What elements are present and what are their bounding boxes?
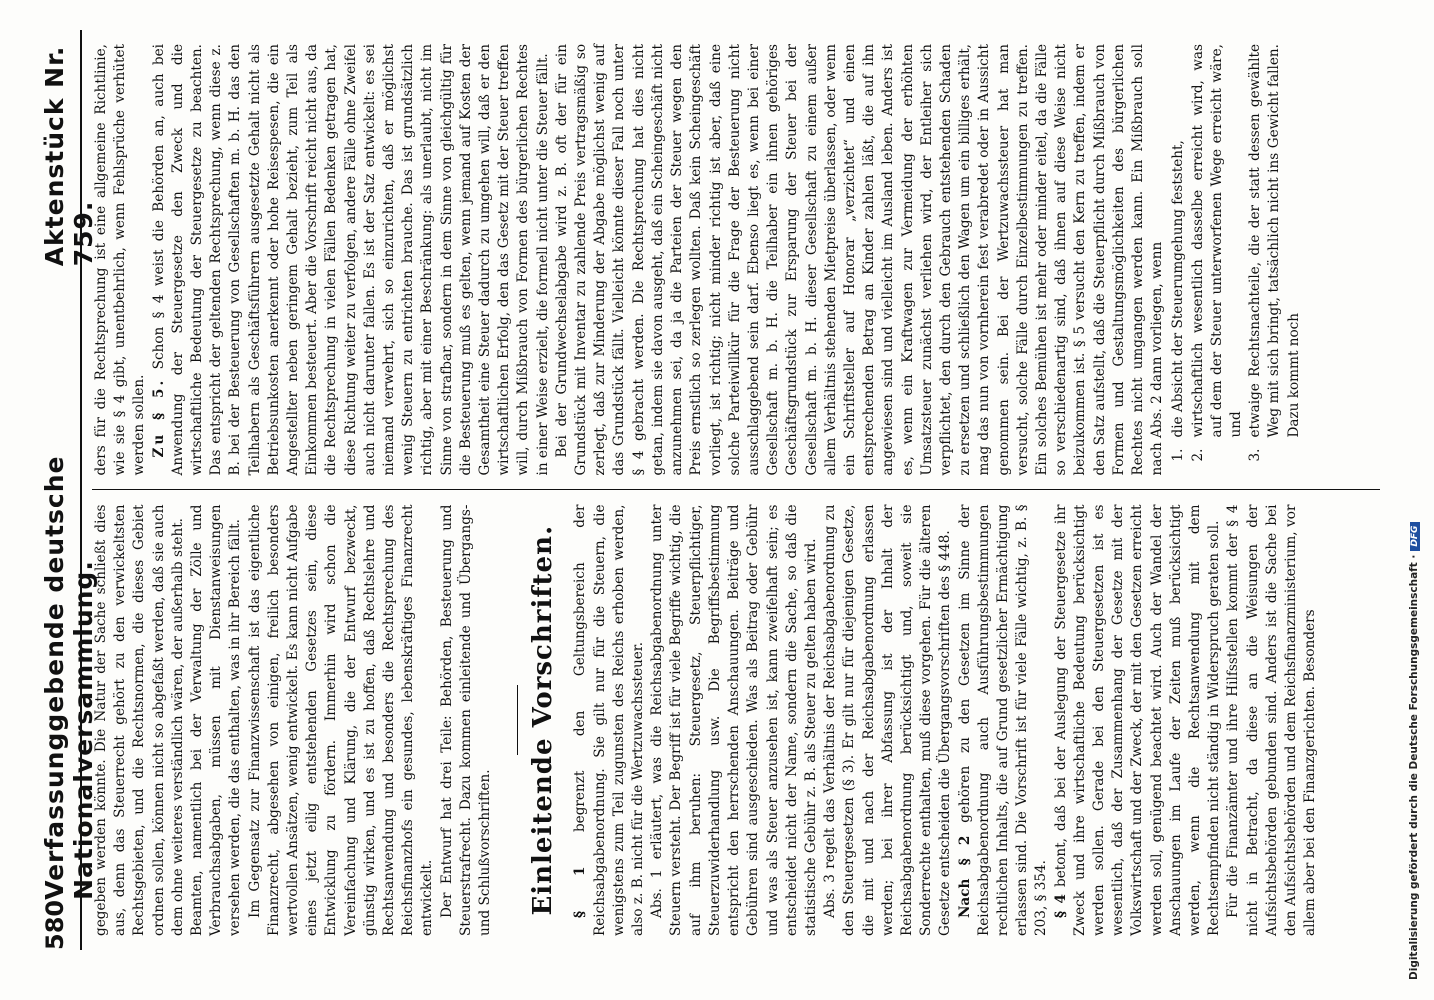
list-text: die Absicht der Steuerumgehung feststeht,	[1170, 140, 1187, 438]
paragraph	[956, 505, 1052, 937]
rotated-page	[40, 20, 1380, 960]
paragraph: Im Gegensatz zur Finanzwissenschaft ist das eigentliche Finanzrecht, abgesehen von einigen, freilich besonders wertvollen Ansätzen, wenig entwickelt. Es kann nicht Aufgabe eines jetzt eilig entstehenden Gesetzes sein, diese Entwicklung zu fördern. Immerhin wird schon die Vereinfachung und Klärung, die der Entwurf bezweckt, günstig wirken, und es ist zu hoffen, daß Rechtslehre und Rechtsanwendung und besonders die Rechtsprechung des Reichsfinanzhofs ein gesundes, lebenskräftiges Finanzrecht entwickelt.	[246, 504, 436, 936]
page-number: 580	[41, 899, 69, 950]
paragraph: gegeben werden könnte. Die Natur der Sache schließt dies aus, denn das Steuerrecht gehört zu den verwickeltsten Rechtsgebieten, und die Rechtsnormen, die dieses Gebiet ordnen sollen, können nicht so abgefaßt werden, daß sie auch dem ohne weiteres verständlich wären, der außerhalb steht.	[93, 504, 186, 936]
credit-text: Digitalisierung gefördert durch die Deutsche Forschungsgemeinschaft ·	[1408, 554, 1420, 980]
paragraph: Für die Finanzämter und ihre Hilfsstellen kommt der § 4 nicht in Betracht, da diese an die Weisungen der Aufsichtsbehörden gebunden sind. Anders ist die Sache bei den Aufsichtsbehörden und dem Reichsfinanzministerium, vor allem aber bei den Finanzgerichten. Besonders	[1225, 504, 1319, 936]
paragraph-lead: Zu § 5.	[150, 377, 167, 458]
paragraph-lead: § 1	[572, 866, 589, 918]
paragraph-text: betont, daß bei der Auslegung der Steuergesetze ihr Zweck und ihre wirtschaftliche Bedeutung berücksichtigt werden sollen. Gerade bei den Steuergesetzen ist es wesentlich, daß der Zusammenhang der Gesetze mit der Volkswirtschaft und der Zweck, der mit den Gesetzen erreicht werden soll, genügend beachtet wird. Auch der Wandel der Anschauungen im Laufe der Zeiten muß berücksichtigt werden, wenn die Rechtsanwendung mit dem Rechtsempfinden nicht ständig in Widerspruch geraten soll.	[1052, 504, 1223, 936]
paragraph	[150, 44, 553, 476]
list-number: 1.	[1170, 448, 1187, 462]
right-column	[92, 30, 1380, 490]
document-reference: Aktenstück Nr. 759.	[40, 45, 98, 267]
paragraph-lead: § 4	[1052, 894, 1069, 918]
condition-list	[1169, 44, 1303, 476]
paragraph: Abs. 1 erläutert, was die Reichsabgabenordnung unter Steuern versteht. Der Begriff ist für viele Begriffe wichtig, die auf ihm beruhen: Steuergesetz, Steuerpflichtiger, Steuerzuwiderhandlung usw. Die Begriffsbestimmung entspricht den herrschenden Anschauungen. Beiträge und Gebühren sind ausgeschieden. Was als Beitrag oder Gebühr und was als Steuer anzusehen ist, kann zweifelhaft sein; es entscheidet nicht der Name, sondern die Sache, so daß die statistische Gebühr z. B. als Steuer zu gelten haben wird.	[649, 504, 819, 936]
paragraph-text: gehören zu den Gesetzen im Sinne der Reichsabgabenordnung auch Ausführungsbestimmungen rechtlichen Inhalts, die auf Grund gesetzlicher Ermächtigung erlassen sind. Die Vorschrift ist für viele Fälle wichtig, z. B. § 203, § 354.	[956, 504, 1050, 936]
text-columns	[92, 30, 1380, 950]
list-text: wirtschaftlich wesentlich dasselbe erreicht wird, was auf dem der Steuer unterworfenen Wege erreicht wäre, und	[1189, 44, 1244, 438]
paragraph: Abs. 3 regelt das Verhältnis der Reichsabgabenordnung zu den Steuergesetzen (§ 3). Er gilt nur für diejenigen Gesetze, die mit und nach der Reichsabgabenordnung erlassen werden; bei ihrer Abfassung ist der Inhalt der Reichsabgabenordnung berücksichtigt und, soweit sie Sonderrechte enthalten, muß diese vorgehen. Für die älteren Gesetze entscheiden die Übergangsvorschriften des § 448.	[822, 504, 954, 936]
paragraph-lead: Nach § 2	[956, 835, 973, 918]
left-column	[92, 490, 1380, 951]
section-divider	[517, 685, 518, 755]
paragraph-text: begrenzt den Geltungsbereich der Reichsabgabenordnung. Sie gilt nur für die Steuern, die wenigstens zum Teil zugunsten des Reichs erhoben werden, also z. B. nicht für die Wertzuwachssteuer.	[572, 504, 647, 936]
list-number: 2.	[1189, 448, 1206, 462]
section-heading: Einleitende Vorschriften.	[528, 524, 559, 916]
list-item	[1246, 44, 1304, 476]
running-title: Verfassunggebende deutsche Nationalversammlung.	[40, 455, 98, 900]
paragraph	[571, 505, 648, 937]
paragraph: Bei der Grundwechselabgabe wird z. B. oft der für ein Grundstück mit Inventar zu zahlende Preis vertragsmäßig so zerlegt, daß zur Minderung der Abgabe möglichst wenig auf das Grundstück fällt. Vielleicht könnte dieser Fall noch unter § 4 gebracht werden. Die Rechtsprechung hat dies nicht getan, indem sie davon ausgeht, daß ein Scheingeschäft nicht anzunehmen sei, da ja die Parteien der Steuer wegen den Preis ernstlich so zerlegen wollten. Daß kein Scheingeschäft vorliegt, ist richtig; nicht minder richtig ist aber, daß eine solche Parteiwillkür für die Frage der Besteuerung nicht ausschlaggebend sein darf. Ebenso liegt es, wenn bei einer Gesellschaft m. b. H. die Teilhaber ein ihnen gehöriges Geschäftsgrundstück zur Ersparung der Steuer bei der Gesellschaft m. b. H. dieser Gesellschaft zu einem außer allem Verhältnis stehenden Mietpreise überlassen, oder wenn ein Schriftsteller auf Honorar „verzichtet“ und einen entsprechenden Betrag an Kinder zahlen läßt, die auf ihn angewiesen sind und vielleicht im Ausland leben. Anders ist es, wenn ein Kraftwagen zur Vermeidung der erhöhten Umsatzsteuer zunächst verliehen wird, der Entleiher sich verpflichtet, den durch den Gebrauch entstehenden Schaden zu ersetzen und schließlich den Wagen um ein billiges erhält, mag das nun von vornherein fest verabredet oder in Aussicht genommen sein. Bei der Wertzuwachssteuer hat man versucht, solche Fälle durch Einzelbestimmungen zu treffen. Ein solches Bemühen ist mehr oder minder eitel, da die Fälle so verschiedenartig sind, daß ihnen auf diese Weise nicht beizukommen ist. § 5 versucht den Kern zu treffen, indem er den Satz aufstellt, daß die Steuerpflicht durch Mißbrauch von Formen und Gestaltungsmöglichkeiten des bürgerlichen Rechtes nicht umgangen werden kann. Ein Mißbrauch soll nach Abs. 2 dann vorliegen, wenn	[553, 44, 1166, 476]
digitization-credit	[1408, 522, 1420, 980]
list-item	[1169, 44, 1188, 476]
list-item	[1189, 44, 1247, 476]
list-number: 3.	[1247, 448, 1264, 462]
list-text: etwaige Rechtsnachteile, die der statt dessen gewählte Weg mit sich bringt, tatsächlich nicht ins Gewicht fallen. Dazu kommt noch	[1247, 44, 1302, 438]
dfg-logo: DFG	[1410, 522, 1420, 551]
paragraph-text: Schon § 4 weist die Behörden an, auch bei Anwendung der Steuergesetze den Zweck und die wirtschaftliche Bedeutung der Steuergesetze zu beachten. Das entspricht der geltenden Rechtsprechung, wenn diese z. B. bei der Besteuerung von Gesellschaften m. b. H. das den Teilhabern als Geschäftsführern ausgesetzte Gehalt nicht als Betriebsunkosten anerkennt oder hohe Reisespesen, die ein Angestellter neben geringem Gehalt bezieht, zum Teil als Einkommen besteuert. Aber die Vorschrift reicht nicht aus, da die Rechtsprechung in vielen Fällen Bedenken getragen hat, diese Richtung weiter zu verfolgen, andere Fälle ohne Zweifel auch nicht darunter fallen. Es ist der Satz entwickelt: es sei niemand verwehrt, sich so einzurichten, daß er möglichst wenig Steuern zu entrichten brauche. Das ist grundsätzlich richtig, aber mit einer Beschränkung: als unerlaubt, nicht im Sinne von strafbar, sondern in dem Sinne von gleichgültig für die Besteuerung muß es gelten, wenn jemand auf Kosten der Gesamtheit eine Steuer dadurch zu umgehen will, daß er den wirtschaftlichen Erfolg, den das Gesetz mit der Steuer treffen will, durch Mißbrauch von Formen des bürgerlichen Rechtes in einer Weise erzielt, die formell nicht unter die Steuer fällt.	[150, 44, 551, 476]
paragraph: Beamten, namentlich bei der Verwaltung der Zölle und Verbrauchsabgaben, müssen mit Dienstanweisungen versehen werden, die das enthalten, was in ihr Bereich fällt.	[189, 504, 244, 936]
paragraph: Der Entwurf hat drei Teile: Behörden, Besteuerung und Steuerstrafrecht. Dazu kommen einleitende und Übergangs- und Schlußvorschriften.	[438, 504, 494, 936]
paragraph	[1052, 505, 1225, 937]
page-header	[40, 30, 98, 950]
paragraph: ders für die Rechtsprechung ist eine allgemeine Richtlinie, wie sie § 4 gibt, unentbehrlich, wenn Fehlsprüche verhütet werden sollen.	[93, 44, 148, 476]
